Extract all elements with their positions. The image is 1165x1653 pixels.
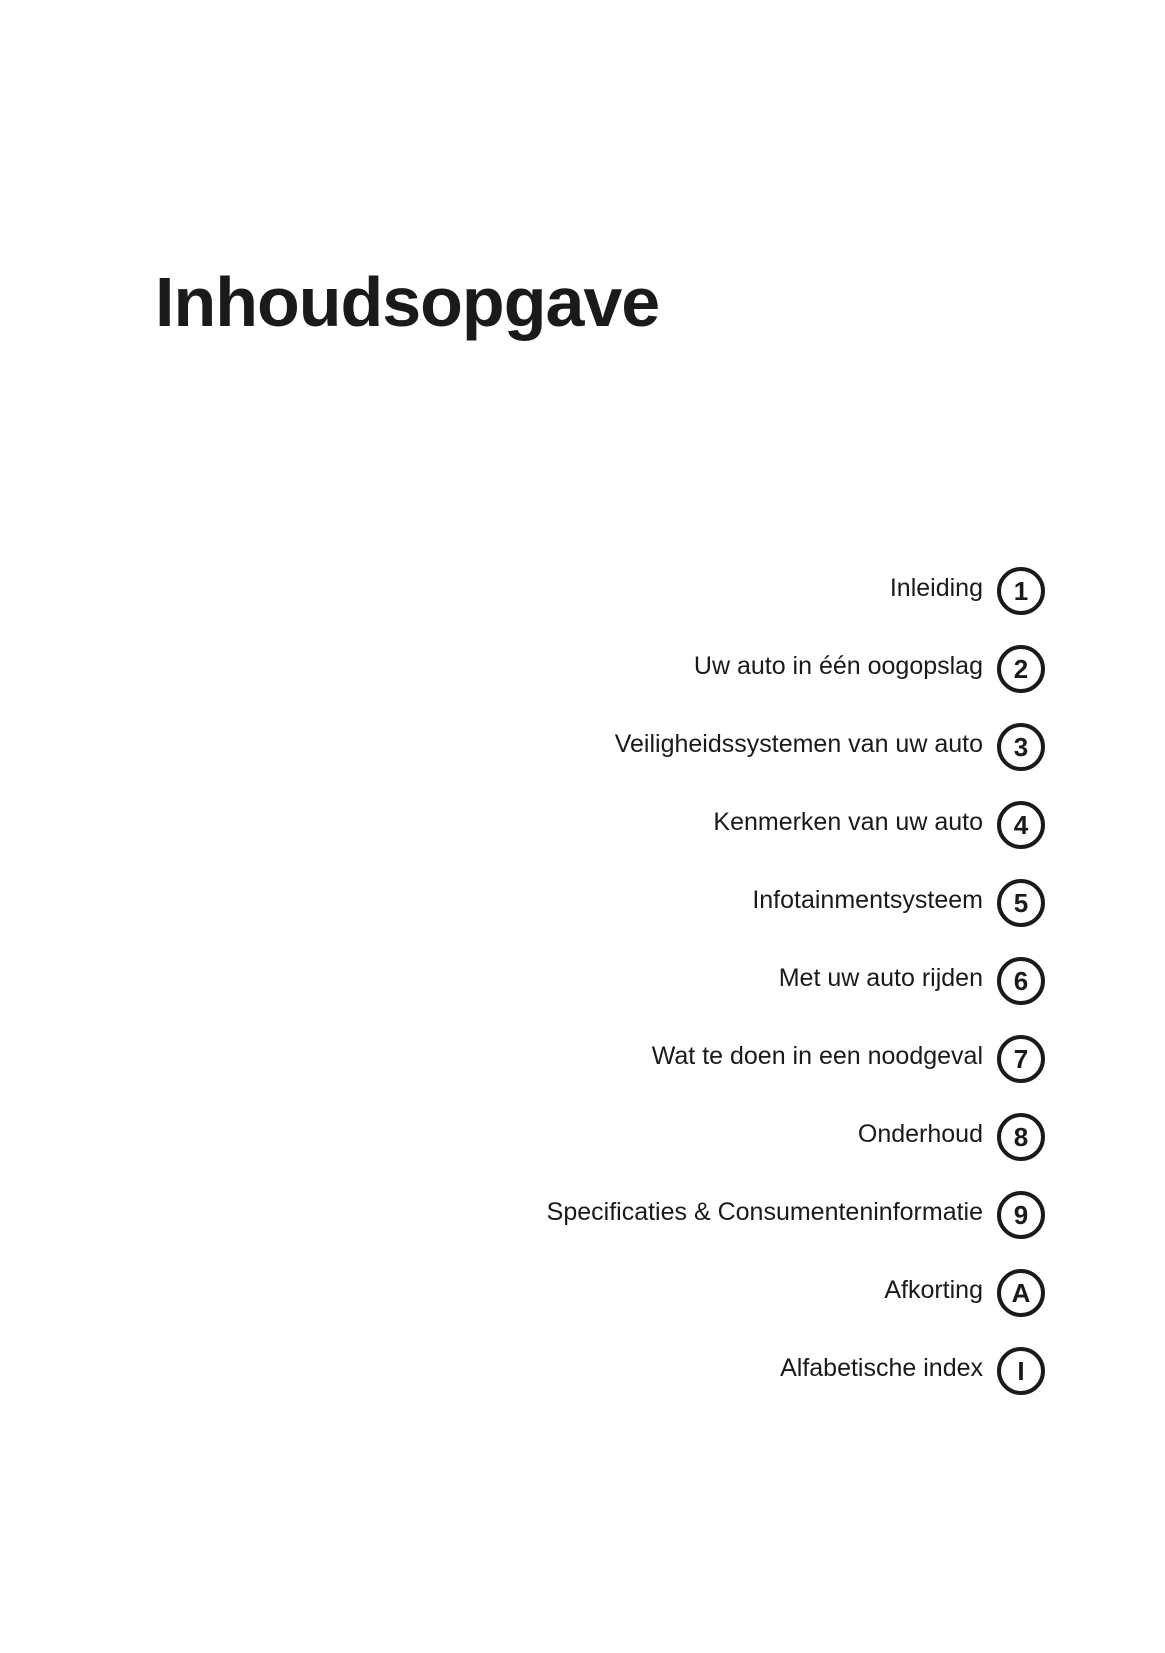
toc-item-driving[interactable] xyxy=(779,956,1045,1006)
chapter-badge: 2 xyxy=(997,645,1045,693)
chapter-badge: 5 xyxy=(997,879,1045,927)
chapter-badge: 3 xyxy=(997,723,1045,771)
chapter-badge: 8 xyxy=(997,1113,1045,1161)
toc-item-specifications[interactable] xyxy=(547,1190,1045,1240)
toc-item-inleiding[interactable] xyxy=(890,566,1045,616)
toc-item-label: Afkorting xyxy=(884,1276,983,1304)
toc-item-index[interactable] xyxy=(780,1346,1045,1396)
chapter-badge: 9 xyxy=(997,1191,1045,1239)
toc-item-maintenance[interactable] xyxy=(858,1112,1045,1162)
toc-item-abbreviations[interactable] xyxy=(884,1268,1045,1318)
toc-item-label: Alfabetische index xyxy=(780,1354,983,1382)
chapter-badge: 1 xyxy=(997,567,1045,615)
toc-item-label: Specificaties & Consumenteninformatie xyxy=(546,1198,983,1226)
chapter-badge: 4 xyxy=(997,801,1045,849)
chapter-badge: 7 xyxy=(997,1035,1045,1083)
toc-item-label: Inleiding xyxy=(889,574,983,602)
toc-item-label: Met uw auto rijden xyxy=(778,964,983,992)
page-title: Inhoudsopgave xyxy=(155,263,660,341)
toc-item-label: Infotainmentsysteem xyxy=(752,886,983,914)
toc-item-label: Onderhoud xyxy=(857,1120,983,1148)
toc-item-overview[interactable] xyxy=(694,644,1045,694)
chapter-badge: 6 xyxy=(997,957,1045,1005)
toc-item-label: Veiligheidssystemen van uw auto xyxy=(614,730,983,758)
toc-item-infotainment[interactable] xyxy=(752,878,1045,928)
toc-item-label: Kenmerken van uw auto xyxy=(713,808,983,836)
toc-item-safety-systems[interactable] xyxy=(615,722,1045,772)
toc-item-label: Uw auto in één oogopslag xyxy=(693,652,983,680)
chapter-badge: I xyxy=(997,1347,1045,1395)
chapter-badge: A xyxy=(997,1269,1045,1317)
toc-item-label: Wat te doen in een noodgeval xyxy=(651,1042,983,1070)
toc-item-features[interactable] xyxy=(713,800,1045,850)
toc-item-emergency[interactable] xyxy=(652,1034,1045,1084)
